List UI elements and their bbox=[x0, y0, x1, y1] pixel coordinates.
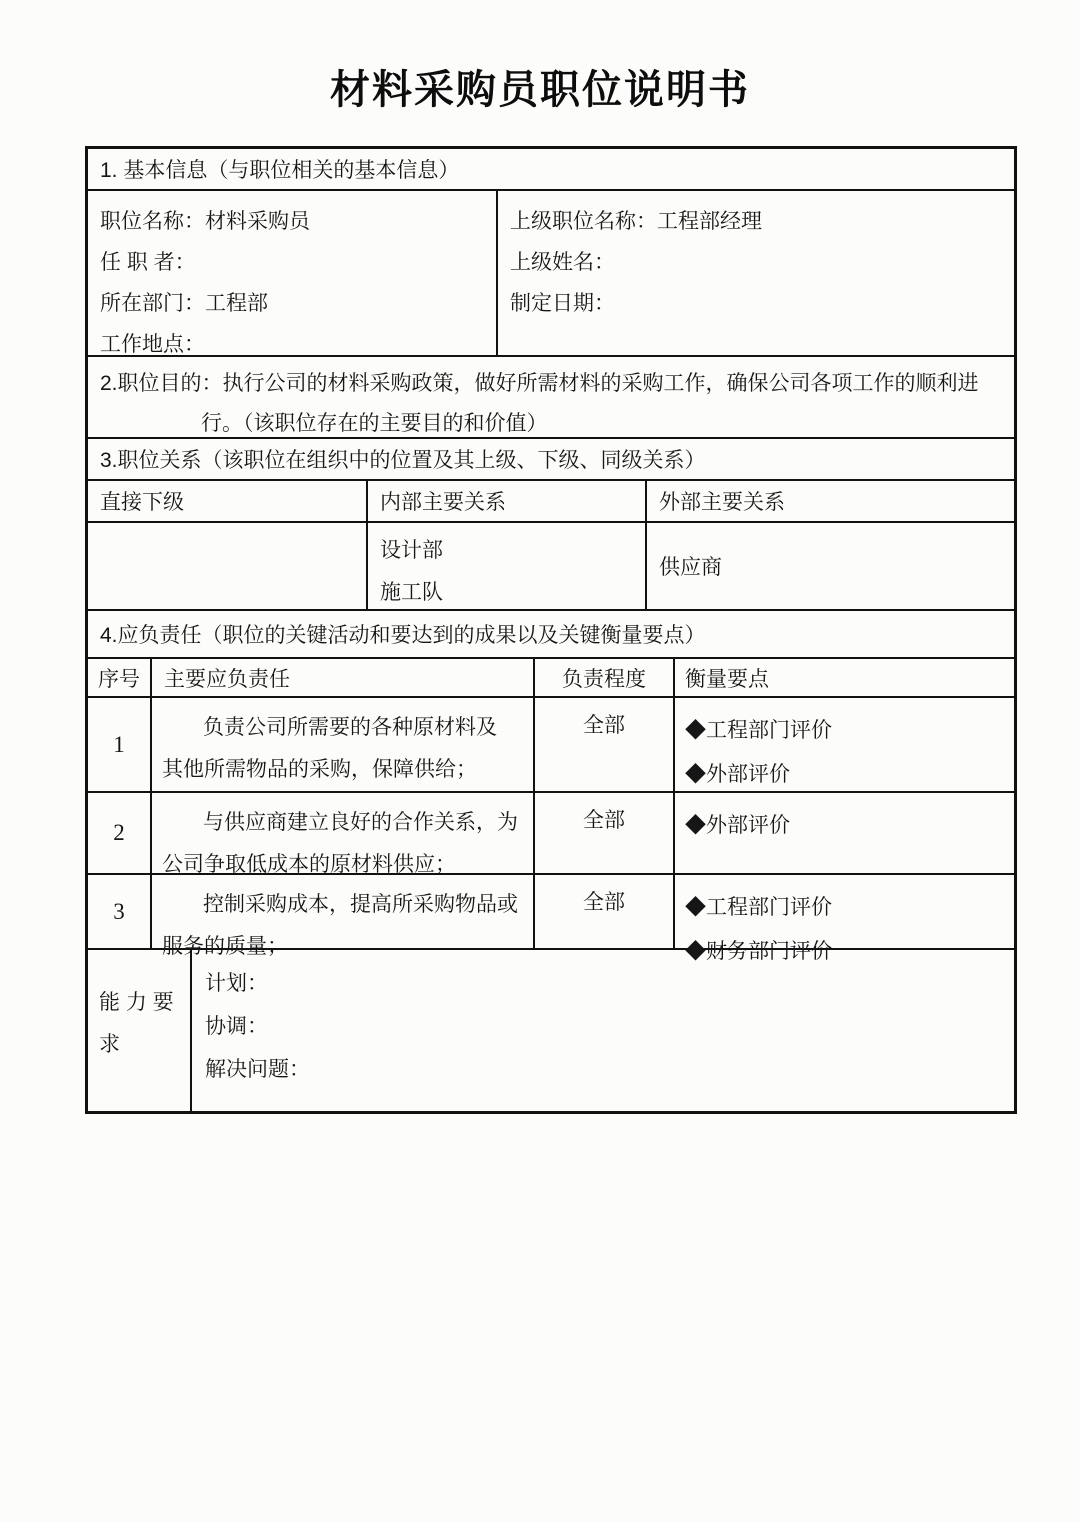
duty-2-no: 2 bbox=[88, 793, 152, 873]
field-position-name bbox=[100, 201, 484, 242]
field-work-location-label: 工作地点： bbox=[100, 333, 205, 356]
field-superior-name-label: 上级姓名： bbox=[510, 251, 615, 274]
duty-2-degree: 全部 bbox=[535, 793, 675, 873]
internal-relation-item: 设计部 bbox=[380, 539, 443, 562]
external-relation-item: 供应商 bbox=[659, 556, 722, 579]
duty-1-measures bbox=[675, 698, 1014, 791]
measure-item: ◆外部评价 bbox=[685, 814, 790, 837]
duty-2-line-2: 公司争取低成本的原材料供应； bbox=[162, 853, 456, 876]
duty-2-line-1: 与供应商建立良好的合作关系，为 bbox=[203, 811, 518, 834]
section-duties-header: 4.应负责任（职位的关键活动和要达到的成果以及关键衡量要点） bbox=[100, 624, 706, 647]
duty-row-1 bbox=[88, 698, 1014, 793]
field-superior-position-value: 工程部经理 bbox=[657, 210, 762, 233]
relations-columns-row bbox=[88, 481, 1014, 523]
duty-3-text bbox=[152, 875, 535, 958]
field-date-established-label: 制定日期： bbox=[510, 292, 615, 315]
ability-row bbox=[88, 950, 1014, 1111]
field-superior-name bbox=[510, 242, 1002, 283]
field-department-value: 工程部 bbox=[205, 292, 268, 315]
section-basic-info-header: 1. 基本信息（与职位相关的基本信息） bbox=[100, 159, 460, 182]
measure-item: ◆外部评价 bbox=[685, 763, 790, 786]
relations-values-row bbox=[88, 523, 1014, 611]
duty-row-2 bbox=[88, 793, 1014, 875]
duty-1-text bbox=[152, 698, 535, 791]
duties-col-no: 序号 bbox=[88, 659, 152, 696]
purpose-line-2: 行。（该职位存在的主要目的和价值） bbox=[201, 412, 548, 435]
section-basic-info-header-row bbox=[88, 149, 1014, 191]
internal-relations-cell bbox=[368, 523, 647, 609]
field-incumbent-label: 任 职 者： bbox=[100, 251, 196, 274]
duties-col-measures: 衡量要点 bbox=[685, 667, 769, 691]
duty-3-no: 3 bbox=[88, 875, 152, 948]
section-relations-header: 3.职位关系（该职位在组织中的位置及其上级、下级、同级关系） bbox=[100, 449, 706, 472]
ability-items-cell bbox=[192, 950, 1014, 1111]
field-superior-position-label: 上级职位名称： bbox=[510, 210, 657, 233]
duty-1-line-1: 负责公司所需要的各种原材料及 bbox=[203, 716, 497, 739]
external-relations-cell bbox=[647, 523, 1014, 609]
section-relations-header-row bbox=[88, 439, 1014, 481]
ability-item-coordination: 协调： bbox=[205, 1015, 268, 1038]
duties-col-degree: 负责程度 bbox=[535, 659, 675, 696]
duty-3-line-1: 控制采购成本，提高所采购物品或 bbox=[203, 893, 518, 916]
field-superior-position bbox=[510, 201, 1002, 242]
duty-3-line-2: 服务的质量； bbox=[162, 935, 288, 958]
ability-item-problem-solving: 解决问题： bbox=[205, 1058, 310, 1081]
direct-subordinates-cell bbox=[88, 523, 368, 609]
measure-item: ◆财务部门评价 bbox=[685, 940, 832, 963]
duty-row-3 bbox=[88, 875, 1014, 963]
relations-col-direct-subordinates: 直接下级 bbox=[88, 481, 368, 521]
section-purpose bbox=[88, 357, 1014, 437]
basic-info-row bbox=[88, 191, 1014, 357]
section-duties-header-row bbox=[88, 611, 1014, 659]
duty-1-line-2: 其他所需物品的采购，保障供给； bbox=[162, 758, 477, 781]
basic-info-left-column bbox=[88, 191, 498, 355]
field-department-label: 所在部门： bbox=[100, 292, 205, 315]
duty-2-text bbox=[152, 793, 535, 876]
duty-1-degree: 全部 bbox=[535, 698, 675, 791]
duty-1-no: 1 bbox=[88, 698, 152, 791]
duty-3-degree: 全部 bbox=[535, 875, 675, 948]
ability-label: 能 力 要 求 bbox=[88, 950, 192, 1111]
relations-col-external: 外部主要关系 bbox=[659, 491, 785, 514]
field-date-established bbox=[510, 283, 1002, 324]
job-description-table bbox=[85, 146, 1017, 1114]
field-position-name-value: 材料采购员 bbox=[205, 210, 310, 233]
section-purpose-row bbox=[88, 357, 1014, 439]
duty-2-measures bbox=[675, 793, 1014, 873]
field-incumbent bbox=[100, 242, 484, 283]
measure-item: ◆工程部门评价 bbox=[685, 896, 832, 919]
relations-col-internal: 内部主要关系 bbox=[368, 481, 647, 521]
page-title: 材料采购员职位说明书 bbox=[330, 68, 750, 112]
internal-relation-item: 施工队 bbox=[380, 581, 443, 604]
field-department bbox=[100, 283, 484, 324]
purpose-line-1: 2.职位目的：执行公司的材料采购政策，做好所需材料的采购工作，确保公司各项工作的顺利进 bbox=[100, 372, 979, 395]
field-position-name-label: 职位名称： bbox=[100, 210, 205, 233]
duties-columns-row bbox=[88, 659, 1014, 698]
ability-item-planning: 计划： bbox=[205, 972, 268, 995]
duty-3-measures bbox=[675, 875, 1014, 963]
basic-info-right-column bbox=[498, 191, 1014, 355]
measure-item: ◆工程部门评价 bbox=[685, 719, 832, 742]
duties-col-main-duty: 主要应负责任 bbox=[152, 659, 535, 696]
